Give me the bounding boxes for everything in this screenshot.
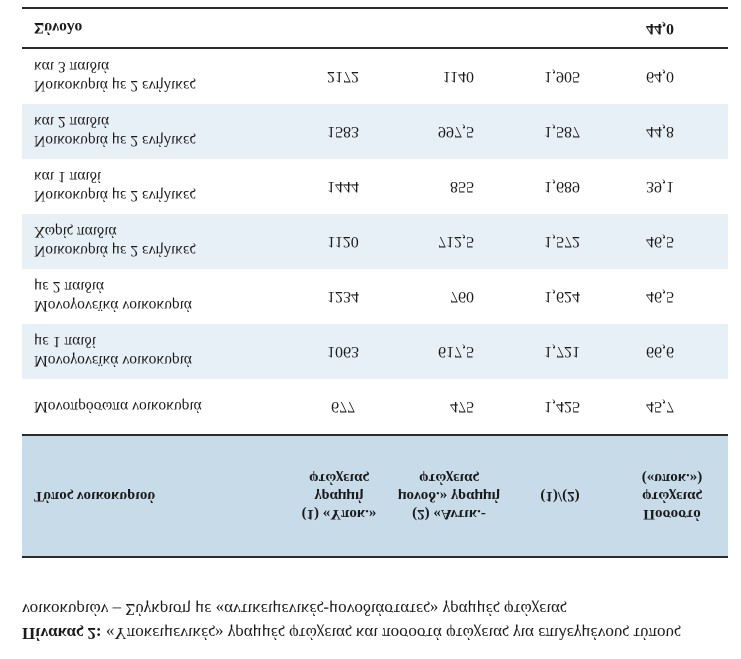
header-subjective-line: (1) «Υποκ.» γραμμή φτώχειας <box>301 470 377 522</box>
row-type-line: και 1 παιδί <box>34 168 102 186</box>
row-household-type <box>22 397 284 416</box>
table-caption <box>22 597 727 645</box>
row-household-type <box>22 113 284 151</box>
header-ratio: (1)/(2) <box>540 488 580 504</box>
row-type-line: Χωρίς παιδιά <box>34 223 117 241</box>
row-ratio: 1,689 <box>544 178 580 196</box>
header-poverty-rate: Ποσοστό φτώχειας («υποκ.») <box>641 470 703 522</box>
total-poverty-rate: 44,0 <box>646 20 674 37</box>
header-household-type: Τύπος νοικοκυριού <box>34 488 156 505</box>
table-header-row <box>22 434 728 556</box>
row-type-line: Νοικοκυριά με 2 ενήλικες <box>34 187 196 205</box>
row-objective-line: 760 <box>450 288 474 306</box>
row-poverty-rate: 46,5 <box>646 233 674 251</box>
caption-lead: Πίνακας 2: <box>22 624 102 643</box>
row-household-type <box>22 58 284 96</box>
row-subjective-line: 2172 <box>327 68 359 86</box>
row-ratio: 1,721 <box>544 343 580 361</box>
row-ratio: 1,572 <box>544 233 580 251</box>
row-type-line: με 1 παιδί <box>34 333 96 351</box>
table-row <box>22 324 728 379</box>
row-ratio: 1,425 <box>544 398 580 416</box>
row-objective-line: 855 <box>450 178 474 196</box>
row-ratio: 1,587 <box>544 123 580 141</box>
table-row <box>22 214 728 269</box>
total-row <box>22 9 728 49</box>
header-objective-line: (2) «Αντικ.-μονοδ.» γραμμή φτώχειας <box>398 470 500 522</box>
row-poverty-rate: 39,1 <box>646 178 674 196</box>
row-household-type <box>22 223 284 261</box>
poverty-table <box>22 7 728 558</box>
row-poverty-rate: 46,5 <box>646 288 674 306</box>
row-type-line: Νοικοκυριά με 2 ενήλικες <box>34 77 196 95</box>
row-subjective-line: 1234 <box>327 288 359 306</box>
row-type-line: Νοικοκυριά με 2 ενήλικες <box>34 242 196 260</box>
row-type-line: και 3 παιδιά <box>34 58 110 76</box>
table-row <box>22 104 728 159</box>
row-ratio: 1,624 <box>544 288 580 306</box>
row-objective-line: 712,5 <box>438 233 474 251</box>
row-household-type <box>22 333 284 371</box>
row-type-line: Νοικοκυριά με 2 ενήλικες <box>34 132 196 150</box>
row-objective-line: 997,5 <box>438 123 474 141</box>
row-type-line: Μονογονεϊκά νοικοκυριά <box>34 352 192 370</box>
row-objective-line: 617,5 <box>438 343 474 361</box>
row-type-line: Μονοπρόσωπα νοικοκυριά <box>34 398 202 415</box>
row-ratio: 1,905 <box>544 68 580 86</box>
row-poverty-rate: 44,8 <box>646 123 674 141</box>
table-row <box>22 269 728 324</box>
row-poverty-rate: 45,7 <box>646 398 674 416</box>
row-type-line: με 2 παιδιά <box>34 278 105 296</box>
row-objective-line: 475 <box>450 398 474 416</box>
row-household-type <box>22 168 284 206</box>
total-label: Σύνολο <box>34 19 83 37</box>
table-row <box>22 379 728 434</box>
row-subjective-line: 677 <box>331 398 355 416</box>
row-subjective-line: 1444 <box>327 178 359 196</box>
row-poverty-rate: 64,0 <box>646 68 674 86</box>
row-objective-line: 1140 <box>442 68 474 86</box>
table-row <box>22 49 728 104</box>
table-row <box>22 159 728 214</box>
caption-text: «Υποκειμενικές» γραμμές φτώχειας και ποσοστά φτώχειας για επιλεγμένους τύπους νοικοκυριών – Σύγκριση με «αντικειμενικές-μονοδιάστατες» γραμμές φτώχειας <box>22 600 681 643</box>
row-poverty-rate: 66,6 <box>646 343 674 361</box>
row-subjective-line: 1120 <box>327 233 359 251</box>
row-type-line: Μονογονεϊκά νοικοκυριά <box>34 297 192 315</box>
row-subjective-line: 1063 <box>327 343 359 361</box>
row-type-line: και 2 παιδιά <box>34 113 110 131</box>
row-household-type <box>22 278 284 316</box>
row-subjective-line: 1583 <box>327 123 359 141</box>
